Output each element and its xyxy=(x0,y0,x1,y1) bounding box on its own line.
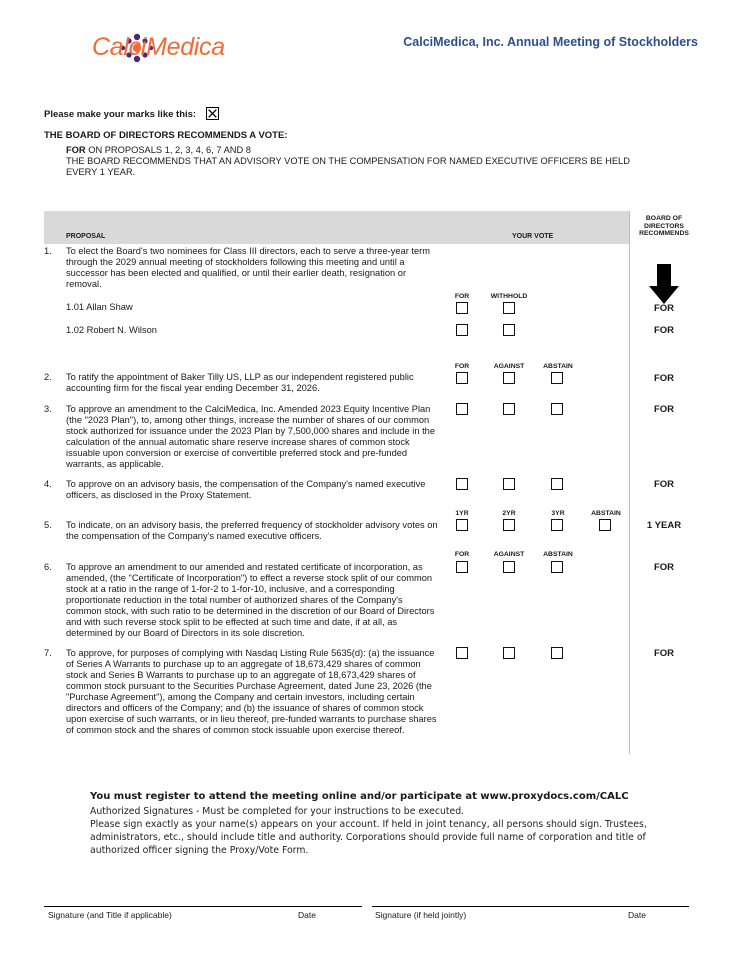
proposal-2-number: 2. xyxy=(44,372,52,382)
label-2yr: 2YR xyxy=(502,510,516,517)
proposal-2-text: To ratify the appointment of Baker Tilly US, LLP as our independent registered public accounting firm for the fiscal year ending December 31, 2026. xyxy=(66,372,414,393)
label-for: FOR xyxy=(454,551,470,558)
label-abstain: ABSTAIN xyxy=(591,510,621,517)
registration-notice: You must register to attend the meeting online and/or participate at www.proxydocs.com/CALC xyxy=(90,791,629,802)
nominee-1-recommendation: FOR xyxy=(653,303,675,314)
nominee-2-for-checkbox[interactable] xyxy=(456,324,468,336)
nominee-2-withhold-checkbox[interactable] xyxy=(503,324,515,336)
for-proposals-list: ON PROPOSALS 1, 2, 3, 4, 6, 7 AND 8 xyxy=(85,145,251,155)
signature-1-label: Signature (and Title if applicable) xyxy=(48,910,172,920)
nominee-1-withhold-checkbox[interactable] xyxy=(503,302,515,314)
for-keyword: FOR xyxy=(66,145,86,155)
label-for: FOR xyxy=(454,293,470,300)
proposal-7-text: To approve, for purposes of complying with Nasdaq Listing Rule 5635(d): (a) the issuance of Series A Warrants to purchase up to an aggregate of 18,673,429 shares of common stock and Series B Warrants to purchase up to an aggregate of 18,673,429 shares of common stock pursuant to the Securities Purchase Agreement, dated June 23, 2026 (the "Purchase Agreement"), among the Company and certain investors, including certain directors and officers of the Company; and (b) the issuance of shares of common stock upon exercise of such warrants, or in lieu thereof, pre-funded warrants to purchase shares of common stock and the shares of common stock issuable upon exercise thereof. xyxy=(66,648,437,735)
authorized-signatures-note: Authorized Signatures - Must be completed for your instructions to be executed. xyxy=(90,806,465,817)
proposal-7-abstain-checkbox[interactable] xyxy=(551,647,563,659)
label-abstain: ABSTAIN xyxy=(543,551,573,558)
proposal-4-for-checkbox[interactable] xyxy=(456,478,468,490)
signature-2-line[interactable] xyxy=(372,906,689,907)
proposal-5-text: To indicate, on an advisory basis, the preferred frequency of stockholder advisory votes on the compensation of the Company's named executive officers. xyxy=(66,520,438,541)
proposal-5-abstain-checkbox[interactable] xyxy=(599,519,611,531)
proposal-3-abstain-checkbox[interactable] xyxy=(551,403,563,415)
signature-2-label: Signature (if held jointly) xyxy=(375,910,467,920)
proposal-6-number: 6. xyxy=(44,562,52,572)
nominee-1-for-checkbox[interactable] xyxy=(456,302,468,314)
proposal-5-recommendation: 1 YEAR xyxy=(646,520,682,531)
proposal-7-recommendation: FOR xyxy=(653,648,675,659)
proposal-2-abstain-checkbox[interactable] xyxy=(551,372,563,384)
label-3yr: 3YR xyxy=(551,510,565,517)
header-your-vote: YOUR VOTE xyxy=(512,233,554,240)
label-1yr: 1YR xyxy=(455,510,469,517)
proposal-1-number: 1. xyxy=(44,246,52,256)
board-recommendation-title: THE BOARD OF DIRECTORS RECOMMENDS A VOTE: xyxy=(44,130,288,141)
nominee-2-name: 1.02 Robert N. Wilson xyxy=(66,325,157,335)
label-for: FOR xyxy=(454,363,470,370)
proposal-5-1yr-checkbox[interactable] xyxy=(456,519,468,531)
proposal-4-text: To approve on an advisory basis, the compensation of the Company's named executive officers, as disclosed in the Proxy Statement. xyxy=(66,479,426,500)
proposal-6-for-checkbox[interactable] xyxy=(456,561,468,573)
proposal-3-for-checkbox[interactable] xyxy=(456,403,468,415)
proposal-3-text: To approve an amendment to the CalciMedica, Inc. Amended 2023 Equity Incentive Plan (the "2023 Plan"), to, among other things, increase the number of shares of our common stock authorized for issuance under the 2023 Plan by 7,500,000 shares and include in the calculation of the annual automatic share reserve increase shares of common stock issuable upon conversion or exercise of convertible preferred stock and pre-funded warrants, as applicable. xyxy=(66,404,436,469)
label-against: AGAINST xyxy=(493,551,525,558)
column-divider xyxy=(629,211,630,754)
recommendation-frequency-line: THE BOARD RECOMMENDS THAT AN ADVISORY VOTE ON THE COMPENSATION FOR NAMED EXECUTIVE OFFICERS BE HELD EVERY 1 YEAR. xyxy=(66,156,630,177)
arrow-down-icon xyxy=(649,264,679,304)
proposal-6-against-checkbox[interactable] xyxy=(503,561,515,573)
signature-1-line[interactable] xyxy=(44,906,362,907)
proposal-3-recommendation: FOR xyxy=(653,404,675,415)
proposal-4-abstain-checkbox[interactable] xyxy=(551,478,563,490)
label-against: AGAINST xyxy=(493,363,525,370)
signature-2-date-label: Date xyxy=(628,910,646,920)
label-abstain: ABSTAIN xyxy=(543,363,573,370)
proposal-2-for-checkbox[interactable] xyxy=(456,372,468,384)
proposal-5-3yr-checkbox[interactable] xyxy=(551,519,563,531)
proposal-6-abstain-checkbox[interactable] xyxy=(551,561,563,573)
signature-instructions xyxy=(90,805,660,857)
marks-instruction: Please make your marks like this: xyxy=(44,109,197,120)
proposal-2-recommendation: FOR xyxy=(653,373,675,384)
proposal-4-against-checkbox[interactable] xyxy=(503,478,515,490)
header-board-recommends: BOARD OF DIRECTORS RECOMMENDS xyxy=(639,215,689,237)
proposal-6-recommendation: FOR xyxy=(653,562,675,573)
proposal-4-number: 4. xyxy=(44,479,52,489)
proposal-7-against-checkbox[interactable] xyxy=(503,647,515,659)
proposal-3-against-checkbox[interactable] xyxy=(503,403,515,415)
x-mark-example-icon xyxy=(206,107,219,120)
proposal-1-text: To elect the Board's two nominees for Class III directors, each to serve a three-year term through the 2029 annual meeting of stockholders following this meeting and until a successor has been elected and qualified, or until their earlier death, resignation or removal. xyxy=(66,246,430,289)
proposal-5-2yr-checkbox[interactable] xyxy=(503,519,515,531)
logo-wordmark: CalciMedica xyxy=(92,33,225,61)
proposal-7-number: 7. xyxy=(44,648,52,658)
proposal-4-recommendation: FOR xyxy=(653,479,675,490)
proposal-6-text: To approve an amendment to our amended and restated certificate of incorporation, as amended, (the "Certificate of Incorporation") to effect a reverse stock split of our common stock at a ratio in the range of 1-for-2 to 1-for-10, inclusive, and a corresponding proportionate reduction in the total number of authorized shares of the Company's common stock, with such ratio to be determined in the discretion of our Board of Directors and with such reverse stock split to be effected at such time and date, if at all, as determined by our Board of Directors in its sole discretion. xyxy=(66,562,435,638)
signing-guidance: Please sign exactly as your name(s) appears on your account. If held in joint tenancy, all persons should sign. Trustees, administrators, etc., should include title and authority. Corporations should provide full name of corporation and title of authorized officer signing the Proxy/Vote Form. xyxy=(90,819,647,856)
proposal-3-number: 3. xyxy=(44,404,52,414)
proposal-5-number: 5. xyxy=(44,520,52,530)
nominee-1-name: 1.01 Allan Shaw xyxy=(66,302,133,312)
proposal-7-for-checkbox[interactable] xyxy=(456,647,468,659)
proposal-2-against-checkbox[interactable] xyxy=(503,372,515,384)
header-proposal: PROPOSAL xyxy=(66,233,106,240)
document-title: CalciMedica, Inc. Annual Meeting of Stockholders xyxy=(403,35,698,49)
nominee-2-recommendation: FOR xyxy=(653,325,675,336)
signature-1-date-label: Date xyxy=(298,910,316,920)
label-withhold: WITHHOLD xyxy=(490,293,528,300)
recommendation-for-line xyxy=(66,145,251,155)
